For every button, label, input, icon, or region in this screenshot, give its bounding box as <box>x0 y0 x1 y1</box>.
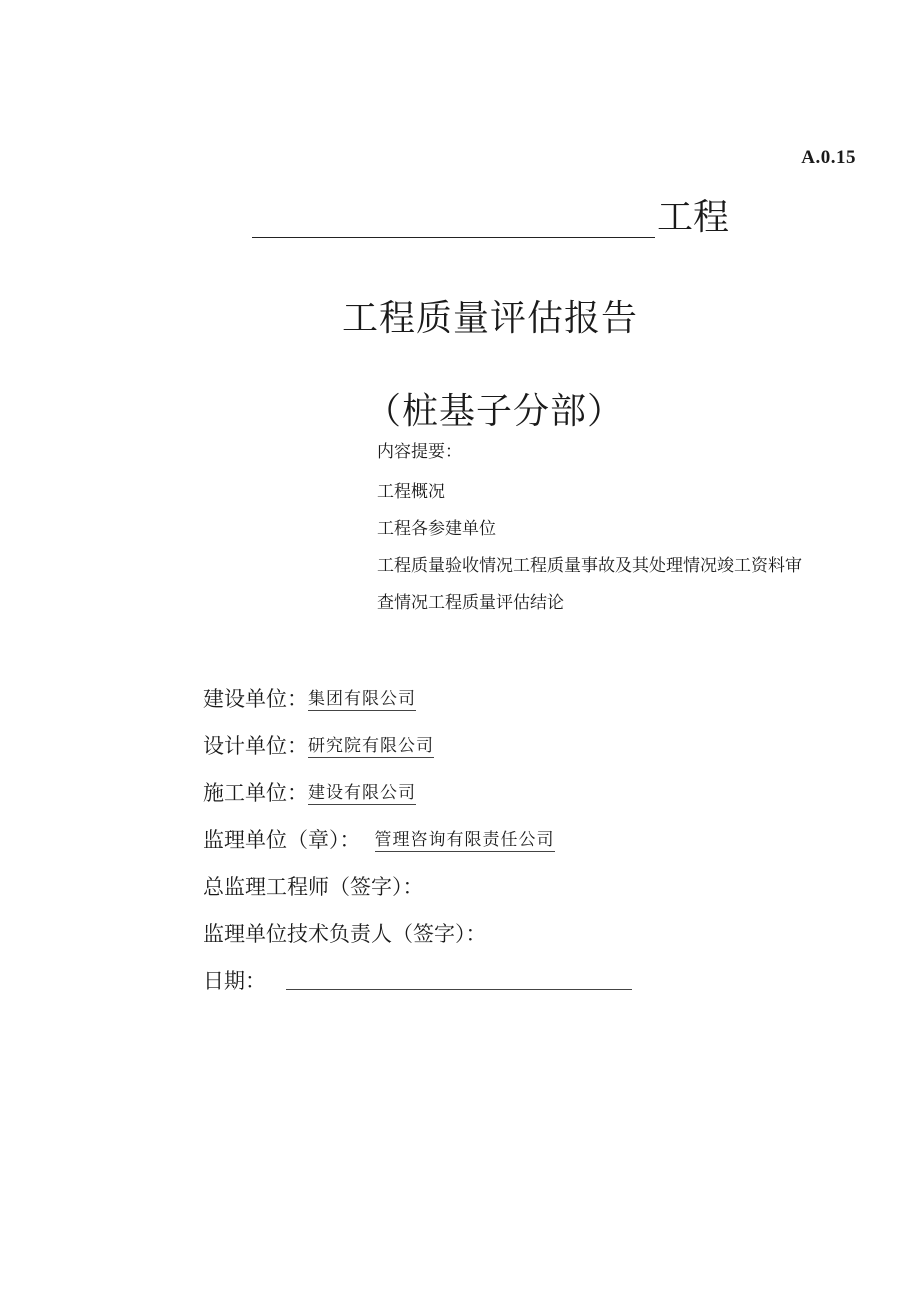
form-code: A.0.15 <box>801 147 856 168</box>
builder-unit-value: 建设有限公司 <box>308 778 416 805</box>
construction-unit-value: 集团有限公司 <box>308 684 416 711</box>
design-unit-value: 研究院有限公司 <box>308 731 434 758</box>
tech-lead-label: 监理单位技术负责人（签字）： <box>203 921 487 946</box>
design-unit-label: 设计单位： <box>203 733 308 758</box>
builder-unit-row <box>203 768 763 815</box>
contents-item: 工程各参建单位 <box>377 519 496 539</box>
builder-unit-label: 施工单位： <box>203 780 308 805</box>
contents-item: 工程概况 <box>377 482 445 502</box>
date-row <box>203 956 763 1003</box>
construction-unit-row <box>203 674 763 721</box>
date-label: 日期： <box>203 968 266 993</box>
chief-engineer-row <box>203 862 763 909</box>
date-blank[interactable] <box>286 969 632 990</box>
supervisor-unit-row <box>203 815 763 862</box>
tech-lead-row <box>203 909 763 956</box>
contents-item-long-line-2: 查情况工程质量评估结论 <box>377 593 564 613</box>
project-name-blank[interactable] <box>252 203 655 238</box>
design-unit-row <box>203 721 763 768</box>
construction-unit-label: 建设单位： <box>203 686 308 711</box>
contents-heading: 内容提要： <box>377 442 462 462</box>
report-subtitle: （桩基子分部） <box>365 391 625 432</box>
chief-engineer-label: 总监理工程师（签字）： <box>203 874 424 899</box>
supervisor-unit-label: 监理单位（章）： <box>203 827 361 852</box>
contents-item-long-line-1: 工程质量验收情况工程质量事故及其处理情况竣工资料审 <box>377 556 802 576</box>
report-title: 工程质量评估报告 <box>341 298 638 339</box>
project-name-line <box>252 198 729 238</box>
contents-summary <box>377 438 867 622</box>
participating-units <box>203 674 763 1003</box>
project-suffix: 工程 <box>657 197 730 238</box>
supervisor-unit-value: 管理咨询有限责任公司 <box>375 825 555 852</box>
